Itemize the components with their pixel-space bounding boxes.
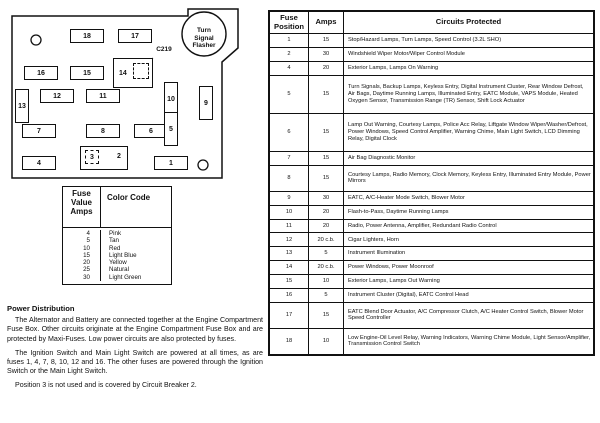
color-row-color: Yellow	[109, 259, 127, 267]
table-row	[270, 328, 594, 354]
power-distribution-title: Power Distribution	[7, 304, 75, 313]
fuse-position-cell: 4	[270, 61, 309, 75]
fuse-position-cell: 13	[270, 247, 309, 261]
color-row-color: Red	[109, 244, 121, 252]
fuse-13: 13	[15, 89, 29, 123]
header-fuse-position: Fuse Position	[270, 12, 309, 34]
amps-cell: 5	[309, 288, 344, 302]
fuse-9: 9	[199, 86, 213, 120]
table-row	[270, 302, 594, 328]
header-amps: Amps	[309, 12, 344, 34]
c219-label: C219	[156, 46, 172, 53]
fuse-position-cell: 10	[270, 205, 309, 219]
amps-cell: 30	[309, 47, 344, 61]
color-row-amps: 30	[83, 273, 90, 281]
fuse-11: 11	[86, 89, 120, 103]
fuse-3: 3	[85, 150, 99, 164]
fuse-6: 6	[134, 124, 168, 138]
header-circuits-protected: Circuits Protected	[344, 12, 594, 34]
fuse-box-diagram	[0, 0, 270, 185]
color-row-color: Light Blue	[109, 251, 137, 259]
circuit-breaker-14	[133, 63, 149, 79]
circuits-cell: Courtesy Lamps, Radio Memory, Clock Memory, Keyless Entry, Illuminated Entry Module, Power Mirrors	[344, 165, 594, 191]
table-row	[270, 165, 594, 191]
amps-cell: 20	[309, 205, 344, 219]
fuse-position-cell: 15	[270, 275, 309, 289]
table-row	[270, 75, 594, 113]
amps-cell: 15	[309, 165, 344, 191]
table-row	[270, 47, 594, 61]
fuse-7: 7	[22, 124, 56, 138]
header-fuse-value-amps: Fuse Value Amps	[63, 187, 101, 227]
circuits-cell: Instrument Cluster (Digital), EATC Control Head	[344, 288, 594, 302]
amps-cell: 5	[309, 247, 344, 261]
table-row	[270, 261, 594, 275]
circuits-cell: Cigar Lighters, Horn	[344, 233, 594, 247]
table-row	[270, 113, 594, 151]
table-row	[270, 275, 594, 289]
fuse-18: 18	[70, 29, 104, 43]
fuse-2-label: 2	[117, 153, 121, 160]
fuse-position-cell: 14	[270, 261, 309, 275]
fuse-position-cell: 17	[270, 302, 309, 328]
fuse-position-cell: 18	[270, 328, 309, 354]
circuits-cell: Turn Signals, Backup Lamps, Keyless Entry, Digital Instrument Cluster, Rear Window Defrost, Air Bags, Daytime Running Lamps, Illuminated Entry, EATC Module, VAPS Module, Heated Oxygen Sensor, Transmission Range (TR) Sensor, Shift Lock Actuator	[344, 75, 594, 113]
circuits-cell: Power Windows, Power Moonroof	[344, 261, 594, 275]
fuse-position-cell: 11	[270, 219, 309, 233]
table-row	[270, 219, 594, 233]
table-row	[270, 151, 594, 165]
fuse-position-cell: 12	[270, 233, 309, 247]
table-row	[270, 191, 594, 205]
amps-column	[63, 230, 101, 281]
amps-cell: 15	[309, 302, 344, 328]
power-distribution-section	[7, 304, 263, 396]
color-row-amps: 25	[83, 266, 90, 274]
color-row-color: Natural	[109, 266, 129, 274]
fuse-position-cell: 7	[270, 151, 309, 165]
fuse-10: 10	[164, 82, 178, 116]
mounting-hole-icon	[198, 160, 208, 170]
amps-cell: 20	[309, 219, 344, 233]
circuits-cell: Air Bag Diagnostic Monitor	[344, 151, 594, 165]
fuse-position-cell: 16	[270, 288, 309, 302]
color-row-color: Tan	[109, 237, 119, 245]
amps-cell: 10	[309, 275, 344, 289]
table-row	[270, 34, 594, 48]
fuse-5: 5	[164, 112, 178, 146]
fuse-position-cell: 1	[270, 34, 309, 48]
power-paragraph-3: Position 3 is not used and is covered by Circuit Breaker 2.	[15, 381, 197, 390]
flasher-label: Turn Signal Flasher	[192, 27, 216, 49]
fuse-17: 17	[118, 29, 152, 43]
circuits-cell: Exterior Lamps, Lamps Out Warning	[344, 275, 594, 289]
table-row	[270, 233, 594, 247]
color-row-color: Pink	[109, 230, 122, 237]
fuse-position-cell: 2	[270, 47, 309, 61]
circuits-cell: Flash-to-Pass, Daytime Running Lamps	[344, 205, 594, 219]
fuse-2	[80, 146, 128, 170]
color-row-amps: 10	[83, 244, 90, 252]
power-paragraph-2: The Ignition Switch and Main Light Switch are powered at all times, as are fuses 1, 4, 7, 8, 10, 12 and 16. The other fuses are powered through the Ignition Switch or the Main Light Switch.	[7, 348, 263, 376]
fuse-position-cell: 6	[270, 113, 309, 151]
table-row	[270, 61, 594, 75]
fuse-4: 4	[22, 156, 56, 170]
color-column	[101, 230, 141, 281]
circuits-cell: EATC, A/C-Heater Mode Switch, Blower Motor	[344, 191, 594, 205]
fuse-15: 15	[70, 66, 104, 80]
circuits-protected-table	[268, 10, 595, 356]
amps-cell: 15	[309, 151, 344, 165]
amps-cell: 20 c.b.	[309, 261, 344, 275]
circuits-cell: EATC Blend Door Actuator, A/C Compressor Clutch, A/C Heater Control Switch, Blower Motor Speed Controller	[344, 302, 594, 328]
color-row-amps: 20	[83, 259, 90, 267]
fuse-1: 1	[154, 156, 188, 170]
circuits-cell: Instrument Illumination	[344, 247, 594, 261]
amps-cell: 15	[309, 34, 344, 48]
amps-cell: 10	[309, 328, 344, 354]
header-color-code: Color Code	[107, 193, 151, 202]
fuse-color-code-table	[62, 186, 172, 285]
amps-cell: 30	[309, 191, 344, 205]
table-row	[270, 247, 594, 261]
color-row-amps: 5	[86, 237, 90, 245]
table-row	[270, 288, 594, 302]
circuits-cell: Radio, Power Antenna, Amplifier, Redundant Radio Control	[344, 219, 594, 233]
circuits-cell: Windshield Wiper Motor/Wiper Control Module	[344, 47, 594, 61]
amps-cell: 20 c.b.	[309, 233, 344, 247]
color-row-color: Light Green	[109, 273, 142, 281]
color-row-amps: 4	[86, 230, 90, 237]
circuits-cell: Low Engine-Oil Level Relay, Warning Indicators, Warning Chime Module, Light Sensor/Amplifier, Transmission Control Switch	[344, 328, 594, 354]
fuse-14: 14	[113, 58, 153, 88]
table-row	[270, 205, 594, 219]
fuse-16: 16	[24, 66, 58, 80]
amps-cell: 15	[309, 113, 344, 151]
fuse-position-cell: 5	[270, 75, 309, 113]
color-row-amps: 15	[83, 251, 90, 259]
circuits-cell: Lamp Out Warning, Courtesy Lamps, Police Acc Relay, Liftgate Window Wiper/Washer/Defrost, Power Windows, Speed Control Amplifier, Warning Chime, Main Light Switch, LCD Dimming Relay, Digital Clock	[344, 113, 594, 151]
mounting-hole-icon	[31, 35, 41, 45]
fuse-8: 8	[86, 124, 120, 138]
circuits-cell: Exterior Lamps, Lamps On Warning	[344, 61, 594, 75]
circuits-cell: Stop/Hazard Lamps, Turn Lamps, Speed Control (3.2L SHO)	[344, 34, 594, 48]
fuse-12: 12	[40, 89, 74, 103]
fuse-position-cell: 9	[270, 191, 309, 205]
fuse-position-cell: 8	[270, 165, 309, 191]
power-paragraph-1: The Alternator and Battery are connected together at the Engine Compartment Fuse Box. Other circuits originate at the Engine Compartment Fuse Box and are protected by Maxi-Fuses. Low power circuits are also protected by fuses.	[7, 316, 263, 343]
amps-cell: 15	[309, 75, 344, 113]
amps-cell: 20	[309, 61, 344, 75]
